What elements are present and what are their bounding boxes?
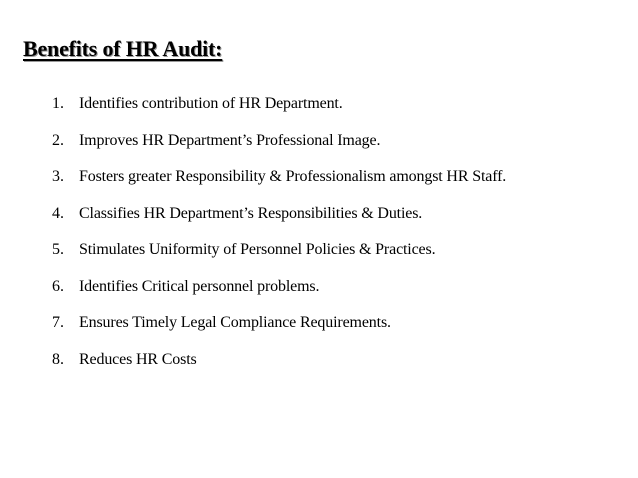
list-item-text: Identifies contribution of HR Department. [79, 95, 343, 112]
list-item-text: Ensures Timely Legal Compliance Requirements. [79, 314, 391, 331]
list-item-number: 4. [52, 204, 64, 222]
list-item-text: Classifies HR Department’s Responsibilities & Duties. [79, 204, 423, 222]
list-item-number: 7. [52, 314, 64, 331]
list-item-number: 8. [52, 350, 64, 368]
list-item [52, 232, 506, 269]
list-item-number: 1. [52, 95, 64, 112]
list-item-number: 3. [52, 168, 64, 185]
benefits-list [52, 86, 506, 378]
list-item [52, 123, 506, 160]
list-item-text: Identifies Critical personnel problems. [79, 277, 320, 295]
list-item [52, 86, 506, 123]
list-item [52, 159, 506, 196]
list-item-number: 2. [52, 131, 64, 149]
list-item [52, 196, 506, 233]
list-item-text: Improves HR Department’s Professional Image. [79, 131, 381, 149]
list-item-text: Reduces HR Costs [79, 350, 197, 368]
list-item [52, 342, 506, 379]
list-item-number: 6. [52, 277, 64, 295]
list-item [52, 305, 506, 342]
list-item [52, 269, 506, 306]
list-item-text: Stimulates Uniformity of Personnel Policies & Practices. [79, 241, 436, 258]
list-item-number: 5. [52, 241, 64, 258]
list-item-text: Fosters greater Responsibility & Professionalism amongst HR Staff. [79, 168, 507, 185]
slide-title: Benefits of HR Audit: [23, 36, 223, 61]
